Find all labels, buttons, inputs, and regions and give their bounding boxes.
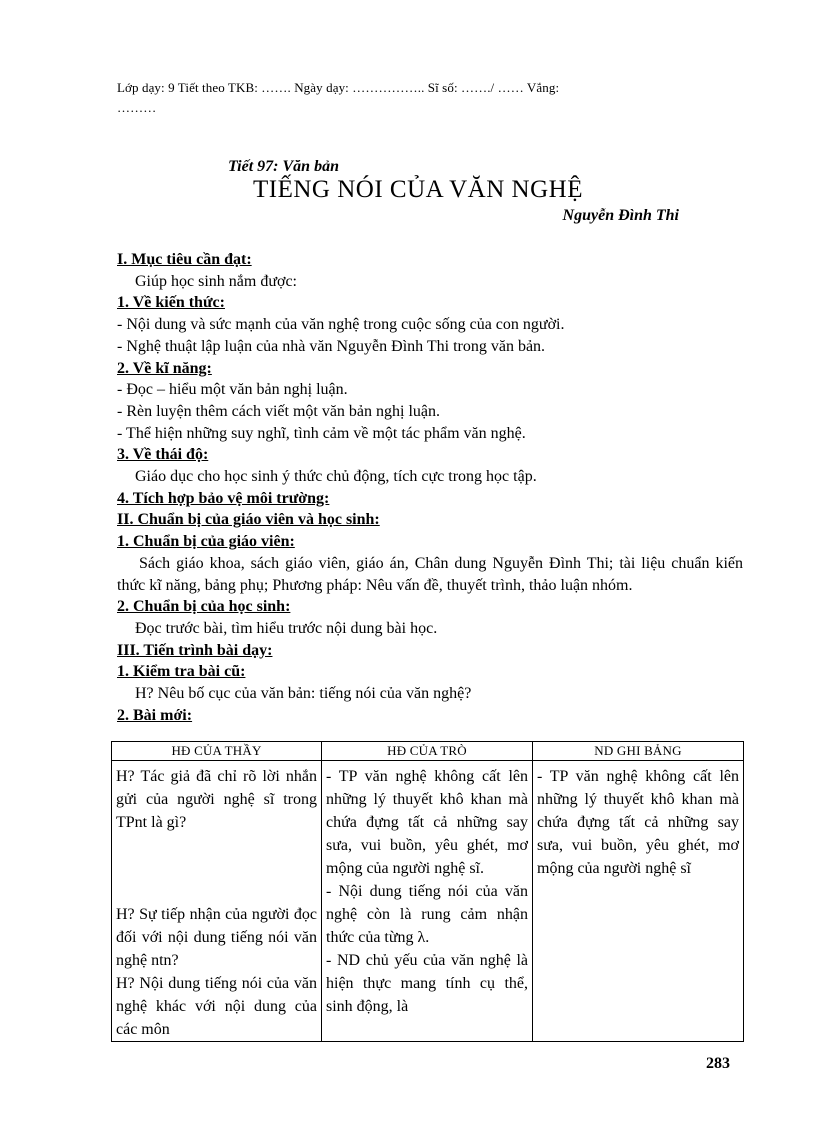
list-item: - Đọc – hiểu một văn bản nghị luận. [117,381,348,399]
lesson-info-line-continued: ……… [117,100,157,115]
spacer [116,857,317,880]
board-note: - TP văn nghệ không cất lên những lý thuyết khô khan mà chứa đựng tất cả những say sưa, vui buồn, yêu ghét, mơ mộng của người nghệ sĩ [537,768,739,877]
column-header-board: ND GHI BẢNG [533,742,744,761]
student-activity-cell [322,761,533,1042]
objectives-intro: Giúp học sinh nắm được: [135,272,297,290]
list-item: - Nội dung và sức mạnh của văn nghệ trong cuộc sống của con người. [117,316,565,334]
section-heading-environment: 4. Tích hợp bảo vệ môi trường: [117,489,330,507]
author-name: Nguyễn Đình Thi [562,207,679,224]
lesson-tag: Tiết 97: Văn bản [228,158,339,175]
student-answer: - ND chủ yếu của văn nghệ là hiện thực mang tính cụ thể, sinh động, là [326,952,528,1015]
lesson-plan-body [117,249,743,726]
spacer [116,880,317,903]
section-heading-objectives: I. Mục tiêu cần đạt: [117,251,252,268]
attitude-text: Giáo dục cho học sinh ý thức chủ động, tích cực trong học tập. [135,468,537,486]
section-heading-knowledge: 1. Về kiến thức: [117,294,225,312]
spacer [116,834,317,857]
table-header-row [112,742,744,761]
section-heading-procedure: III. Tiến trình bài dạy: [117,641,273,659]
teacher-question: H? Sự tiếp nhận của người đọc đối với nội dung tiếng nói văn nghệ ntn? [116,906,317,969]
list-item: - Thể hiện những suy nghĩ, tình cảm về một tác phẩm văn nghệ. [117,424,526,442]
board-notes-cell [533,761,744,1042]
teacher-question: H? Tác giả đã chỉ rõ lời nhắn gửi của người nghệ sĩ trong TPnt là gì? [116,768,317,831]
lesson-activity-table [111,741,744,1042]
student-prep-text: Đọc trước bài, tìm hiểu trước nội dung bài học. [135,619,438,637]
page-number: 283 [706,1055,730,1072]
review-question: H? Nêu bố cục của văn bản: tiếng nói của văn nghệ? [135,685,472,703]
section-heading-teacher-prep: 1. Chuẩn bị của giáo viên: [117,533,295,551]
list-item: - Nghệ thuật lập luận của nhà văn Nguyễn Đình Thi trong văn bản. [117,337,546,355]
column-header-teacher: HĐ CỦA THẦY [112,742,322,761]
section-heading-attitude: 3. Về thái độ: [117,446,209,464]
section-heading-review: 1. Kiểm tra bài cũ: [117,663,246,681]
section-heading-skills: 2. Về kĩ năng: [117,359,212,377]
list-item: - Rèn luyện thêm cách viết một văn bản nghị luận. [117,402,441,420]
lesson-info-header [117,78,717,118]
student-answer: - Nội dung tiếng nói của văn nghệ còn là rung cảm nhận thức của từng λ. [326,883,528,946]
section-heading-student-prep: 2. Chuẩn bị của học sinh: [117,598,291,616]
column-header-student: HĐ CỦA TRÒ [322,742,533,761]
teacher-question: H? Nội dung tiếng nói của văn nghệ khác với nội dung của các môn [116,975,317,1038]
student-answer: - TP văn nghệ không cất lên những lý thuyết khô khan mà chứa đựng tất cả những say sưa, vui buồn, yêu ghét, mơ mộng của người nghệ sĩ. [326,768,528,877]
teacher-prep-text: Sách giáo khoa, sách giáo viên, giáo án, Chân dung Nguyễn Đình Thi; tài liệu chuẩn kiến thức kĩ năng, bảng phụ; Phương pháp: Nêu vấn đề, thuyết trình, thảo luận nhóm. [117,554,743,594]
page-title: TIẾNG NÓI CỦA VĂN NGHỆ [253,176,583,203]
lesson-info-line: Lớp dạy: 9 Tiết theo TKB: ……. Ngày dạy: …………….. Sĩ số: ……./ …… Vắng: [117,80,560,95]
teacher-activity-cell [112,761,322,1042]
table-row [112,761,744,1042]
section-heading-new-lesson: 2. Bài mới: [117,706,193,724]
section-heading-preparation: II. Chuẩn bị của giáo viên và học sinh: [117,511,380,529]
